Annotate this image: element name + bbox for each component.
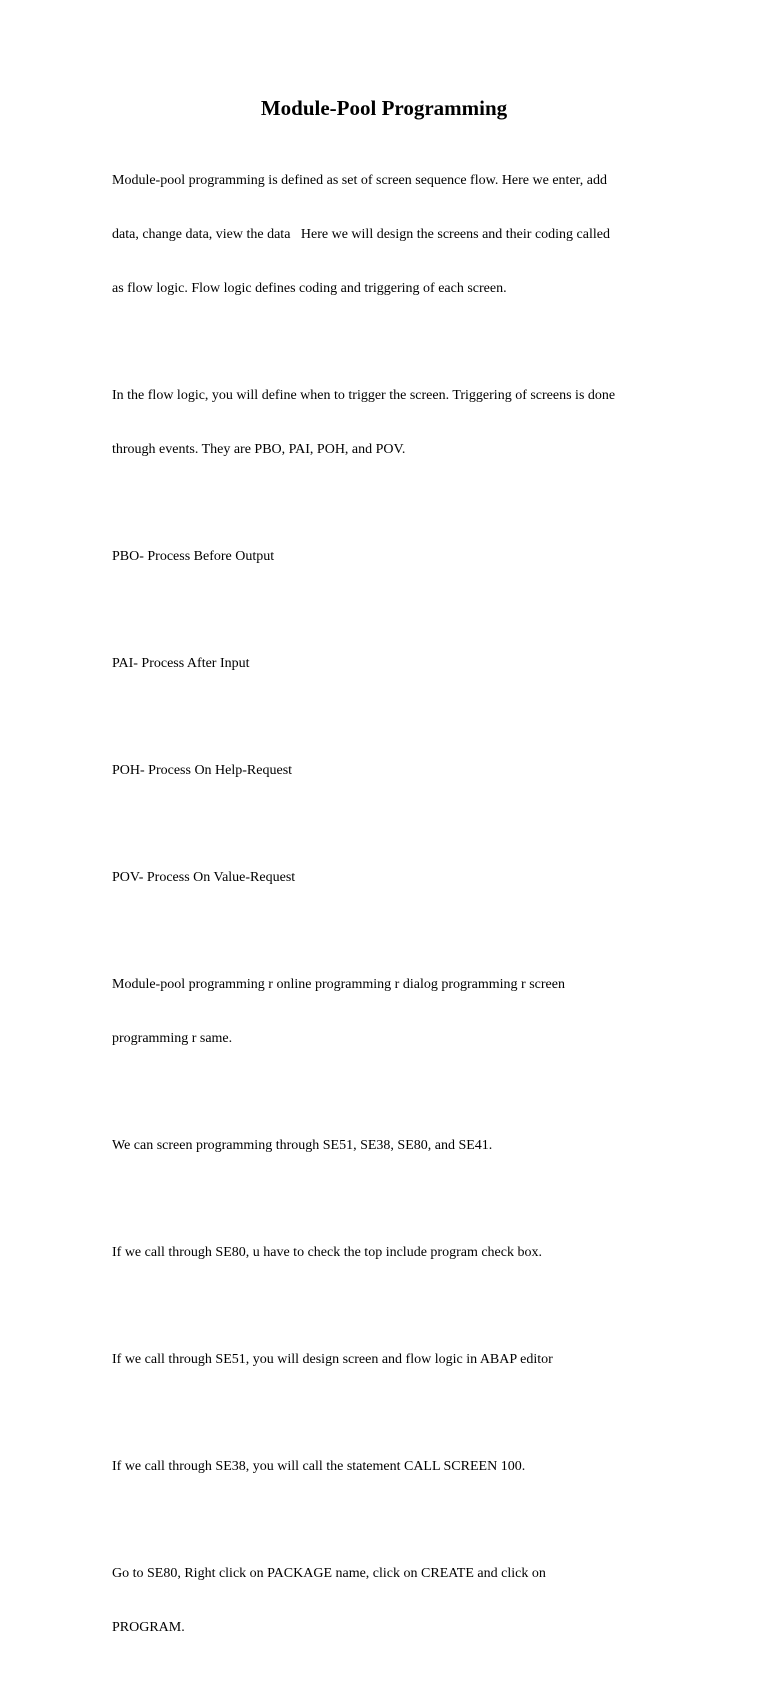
- text-line: POH- Process On Help-Request: [112, 763, 293, 778]
- text-line: If we call through SE51, you will design screen and flow logic in ABAP editor: [112, 1352, 553, 1367]
- paragraph-transactions: [112, 1101, 672, 1191]
- paragraph-definition: [112, 136, 672, 334]
- text-line: In the flow logic, you will define when to trigger the screen. Triggering of screens is done: [112, 388, 616, 403]
- text-line: through events. They are PBO, PAI, POH, and POV.: [112, 442, 406, 457]
- text-line: Go to SE80, Right click on PACKAGE name, click on CREATE and click on: [112, 1566, 546, 1581]
- text-line: programming r same.: [112, 1031, 233, 1046]
- text-line: POV- Process On Value-Request: [112, 870, 296, 885]
- text-line: PAI- Process After Input: [112, 656, 250, 671]
- text-line: If we call through SE38, you will call the statement CALL SCREEN 100.: [112, 1459, 526, 1474]
- paragraph-poh: [112, 726, 672, 816]
- text-line: If we call through SE80, u have to check the top include program check box.: [112, 1245, 542, 1260]
- paragraph-pai: [112, 619, 672, 709]
- paragraph-se38: [112, 1422, 672, 1512]
- text-line: PBO- Process Before Output: [112, 549, 275, 564]
- text-line: Module-pool programming r online programming r dialog programming r screen: [112, 977, 565, 992]
- text-line: We can screen programming through SE51, SE38, SE80, and SE41.: [112, 1138, 493, 1153]
- paragraph-synonyms: [112, 940, 672, 1084]
- document-title: Module-Pool Programming: [260, 96, 508, 120]
- document-body: [112, 136, 672, 1690]
- paragraph-pov: [112, 833, 672, 923]
- paragraph-create-program: [112, 1529, 672, 1673]
- paragraph-flow-logic: [112, 351, 672, 495]
- text-line: data, change data, view the data Here we will design the screens and their coding called: [112, 227, 610, 242]
- text-line: Module-pool programming is defined as set of screen sequence flow. Here we enter, add: [112, 173, 607, 188]
- paragraph-se51: [112, 1315, 672, 1405]
- text-line: PROGRAM.: [112, 1620, 185, 1635]
- paragraph-pbo: [112, 512, 672, 602]
- paragraph-se80: [112, 1208, 672, 1298]
- text-line: as flow logic. Flow logic defines coding and triggering of each screen.: [112, 281, 507, 296]
